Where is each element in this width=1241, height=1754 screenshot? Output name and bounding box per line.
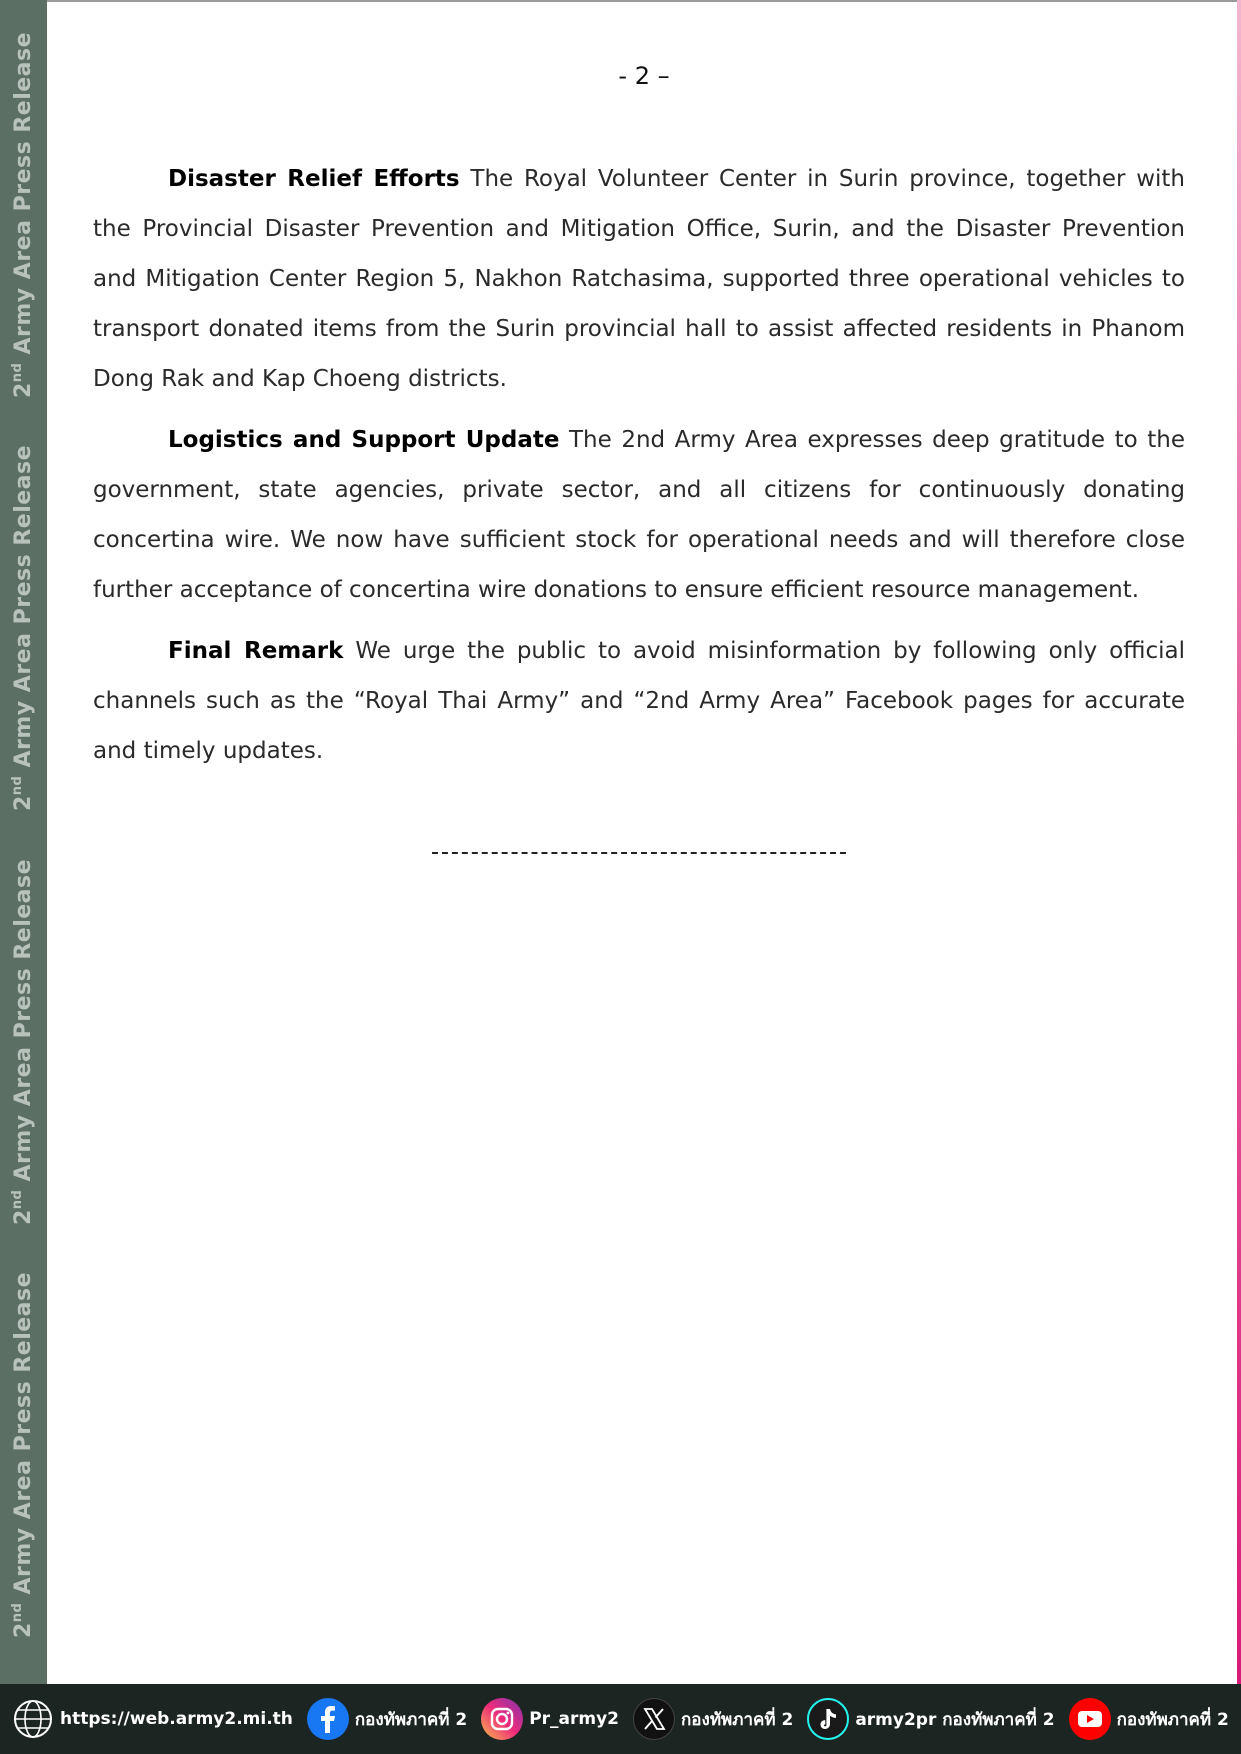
footer-instagram[interactable] xyxy=(481,1698,619,1740)
website-url: https://web.army2.mi.th xyxy=(60,1709,293,1729)
paragraph-text: The 2nd Army Area expresses deep gratitude to the government, state agencies, private sector, and all citizens for continuously donating concertina wire. We now have sufficient stock for operational needs and will therefore close further acceptance of concertina wire donations to ensure efficient resource management. xyxy=(93,427,1185,603)
sidebar-label: 2nd Army Area Press Release xyxy=(10,1271,36,1639)
instagram-handle: Pr_army2 xyxy=(529,1709,620,1729)
page-number: - 2 – xyxy=(618,62,670,90)
end-separator xyxy=(432,852,846,854)
paragraph-heading: Final Remark xyxy=(168,638,344,664)
paragraph-text: The Royal Volunteer Center in Surin province, together with the Provincial Disaster Prevention and Mitigation Office, Surin, and the Disaster Prevention and Mitigation Center Region 5, Nakhon Ratchasima, supported three operational vehicles to transport donated items from the Surin provincial hall to assist affected residents in Phanom Dong Rak and Kap Choeng districts. xyxy=(93,166,1185,392)
youtube-handle: กองทัพภาคที่ 2 xyxy=(1116,1709,1229,1730)
tiktok-icon xyxy=(807,1698,849,1740)
x-handle: กองทัพภาคที่ 2 xyxy=(681,1709,794,1730)
sidebar-label: 2nd Army Area Press Release xyxy=(10,31,36,399)
sidebar-watermark xyxy=(0,0,47,1684)
top-border xyxy=(47,0,1241,2)
right-border-accent xyxy=(1237,0,1241,1684)
tiktok-handle: army2pr กองทัพภาคที่ 2 xyxy=(855,1709,1055,1730)
paragraph-logistics xyxy=(93,415,1185,615)
paragraph-disaster-relief xyxy=(93,154,1185,404)
facebook-handle: กองทัพภาคที่ 2 xyxy=(354,1709,468,1730)
footer-youtube[interactable] xyxy=(1069,1698,1229,1740)
sidebar-label: 2nd Army Area Press Release xyxy=(10,444,36,812)
paragraph-heading: Disaster Relief Efforts xyxy=(168,166,460,192)
paragraph-text: We urge the public to avoid misinformation by following only official channels such as the “Royal Thai Army” and “2nd Army Area” Facebook pages for accurate and timely updates. xyxy=(93,638,1185,764)
footer-bar xyxy=(0,1684,1241,1754)
x-logo-icon xyxy=(633,1698,675,1740)
footer-website[interactable] xyxy=(12,1698,293,1740)
globe-icon xyxy=(12,1698,54,1740)
paragraph-heading: Logistics and Support Update xyxy=(168,427,560,453)
facebook-icon xyxy=(307,1698,349,1740)
paragraph-final-remark xyxy=(93,626,1185,776)
footer-tiktok[interactable] xyxy=(807,1698,1054,1740)
youtube-icon xyxy=(1069,1698,1111,1740)
sidebar-label: 2nd Army Area Press Release xyxy=(10,858,36,1226)
body-content xyxy=(93,154,1185,787)
footer-facebook[interactable] xyxy=(307,1698,467,1740)
footer-x[interactable] xyxy=(633,1698,793,1740)
instagram-icon xyxy=(481,1698,523,1740)
